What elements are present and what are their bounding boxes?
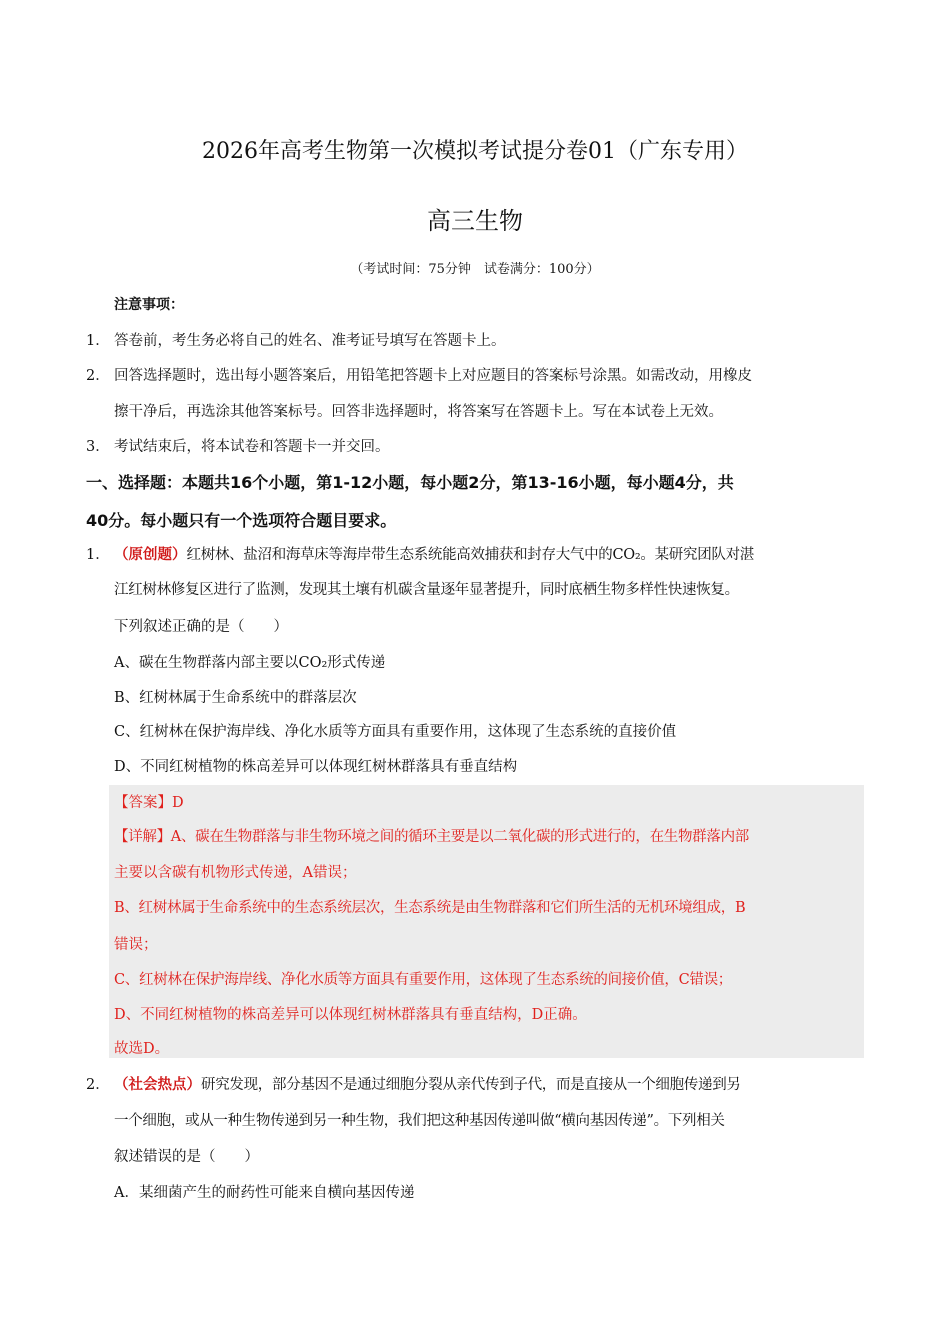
option-c: C、红树林在保护海岸线、净化水质等方面具有重要作用，这体现了生态系统的直接价值 — [114, 724, 677, 740]
explanation-line: 【详解】A、碳在生物群落与非生物环境之间的循环主要是以二氧化碳的形式进行的，在生物群落内部 — [114, 829, 749, 845]
explanation-line: C、红树林在保护海岸线、净化水质等方面具有重要作用，这体现了生态系统的间接价值，C错误； — [114, 972, 732, 988]
exam-subtitle: 高三生物 — [427, 207, 523, 235]
explanation-conclusion: 故选D。 — [114, 1041, 170, 1057]
answer-label: 【答案】D — [114, 795, 184, 811]
option-d: D、不同红树植物的株高差异可以体现红树林群落具有垂直结构 — [114, 759, 518, 775]
question-2-text: 研究发现，部分基因不是通过细胞分裂从亲代传到子代，而是直接从一个细胞传递到另 — [201, 1077, 741, 1093]
question-1-line2: 江红树林修复区进行了监测，发现其土壤有机碳含量逐年显著提升，同时底栖生物多样性快速恢复。 — [114, 582, 739, 598]
explanation-line: B、红树林属于生命系统中的生态系统层次，生态系统是由生物群落和它们所生活的无机环境组成，B — [114, 900, 746, 916]
question-2-line3: 叙述错误的是（ ） — [114, 1149, 259, 1165]
option-b: B、红树林属于生命系统中的群落层次 — [114, 690, 357, 706]
exam-info: （考试时间：75分钟 试卷满分：100分） — [350, 262, 600, 277]
explanation-line: 错误； — [114, 937, 158, 953]
question-2-line2: 一个细胞，或从一种生物传递到另一种生物，我们把这种基因传递叫做“横向基因传递”。下列相关 — [114, 1113, 725, 1129]
question-tag: （原创题） — [114, 546, 187, 563]
section-heading-line2: 40分。每小题只有一个选项符合题目要求。 — [86, 511, 397, 530]
notice-item-number: 3． — [86, 439, 110, 455]
explanation-line: D、不同红树植物的株高差异可以体现红树林群落具有垂直结构，D正确。 — [114, 1007, 587, 1023]
notice-item-number: 1． — [86, 333, 110, 349]
option-a: A．某细菌产生的耐药性可能来自横向基因传递 — [114, 1185, 415, 1201]
question-number: 1． — [86, 547, 110, 563]
notice-heading: 注意事项： — [114, 297, 184, 313]
question-1-line3: 下列叙述正确的是（ ） — [114, 619, 288, 635]
notice-item-2-line1: 回答选择题时，选出每小题答案后，用铅笔把答题卡上对应题目的答案标号涂黑。如需改动，用橡皮 — [114, 368, 752, 384]
notice-item-2-line2: 擦干净后，再选涂其他答案标号。回答非选择题时，将答案写在答题卡上。写在本试卷上无效。 — [114, 404, 723, 420]
question-1-line1 — [114, 543, 754, 564]
question-number: 2． — [86, 1077, 110, 1093]
exam-title: 2026年高考生物第一次模拟考试提分卷01（广东专用） — [202, 139, 748, 164]
notice-item-3: 考试结束后，将本试卷和答题卡一并交回。 — [114, 439, 390, 455]
section-heading-line1: 一、选择题：本题共16个小题，第1-12小题，每小题2分，第13-16小题，每小题4分，共 — [86, 473, 734, 492]
question-tag: （社会热点） — [114, 1076, 201, 1093]
explanation-line: 主要以含碳有机物形式传递，A错误； — [114, 865, 357, 881]
notice-item-1: 答卷前，考生务必将自己的姓名、准考证号填写在答题卡上。 — [114, 333, 506, 349]
option-a: A、碳在生物群落内部主要以CO₂形式传递 — [114, 655, 386, 671]
question-2-line1 — [114, 1073, 741, 1094]
question-1-text: 红树林、盐沼和海草床等海岸带生态系统能高效捕获和封存大气中的CO₂。某研究团队对湛 — [186, 547, 754, 563]
notice-item-number: 2． — [86, 368, 110, 384]
